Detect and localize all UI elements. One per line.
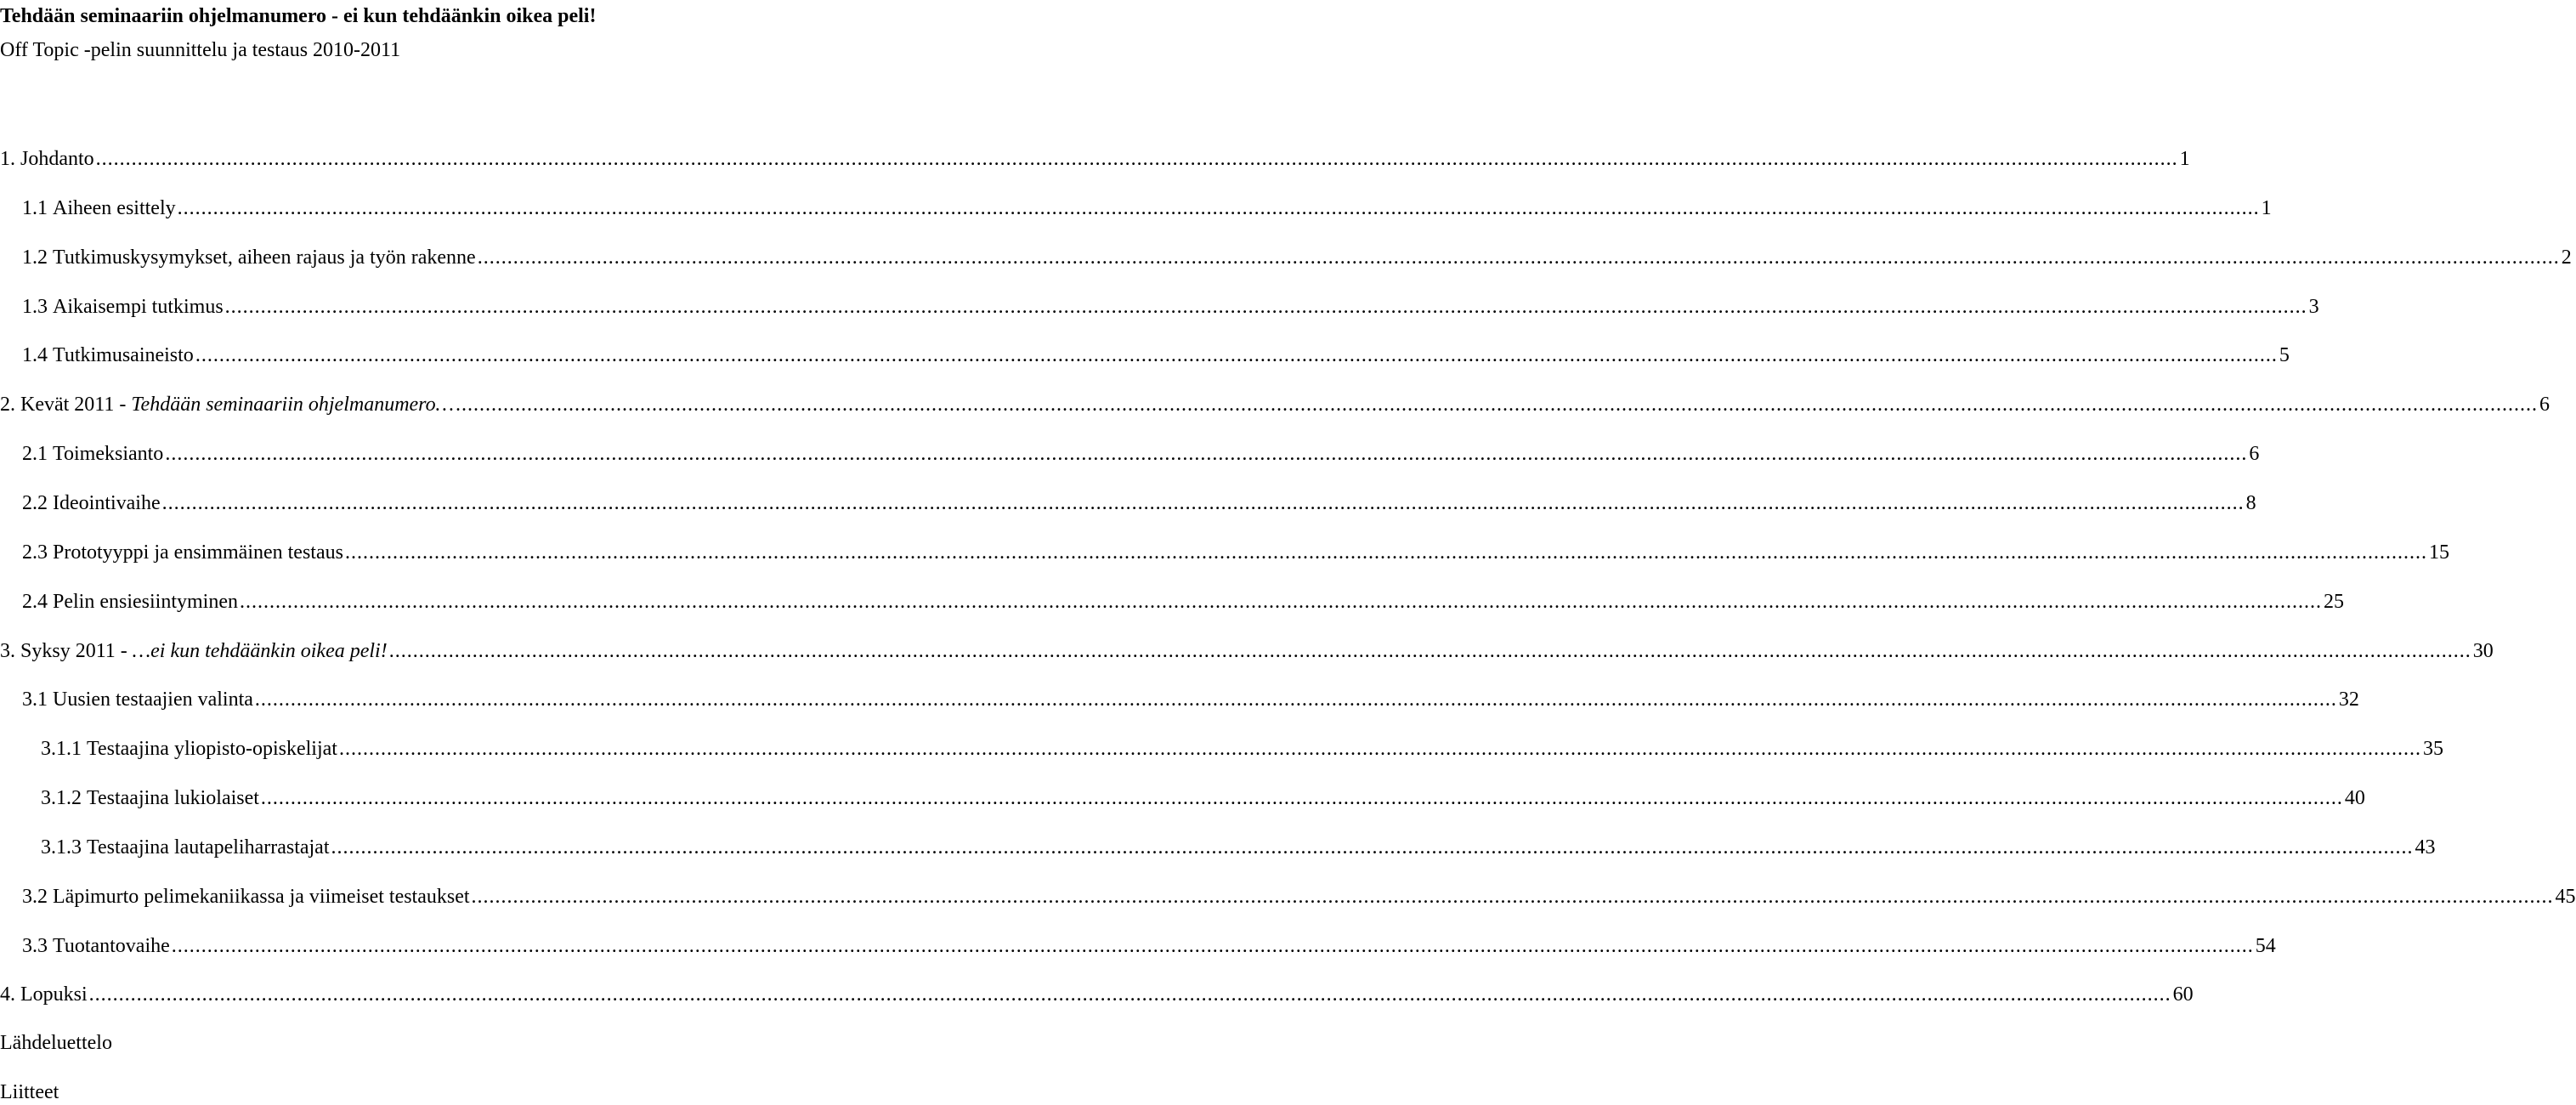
toc-entry-title: Tutkimusaineisto	[53, 344, 194, 366]
toc-entry-number: 1.3	[22, 296, 48, 318]
toc-page-number: 2	[2561, 246, 2572, 269]
toc-page-number: 5	[2279, 344, 2290, 366]
toc-entry[interactable]	[22, 933, 2276, 959]
toc-entry-number: 1.4	[22, 344, 48, 366]
toc-entry-number: 3.1.3	[41, 836, 82, 858]
toc-entry-title: Aikaisempi tutkimus	[53, 296, 224, 318]
toc-entry-title: Testaajina yliopisto-opiskelijat	[87, 738, 337, 760]
toc-entry[interactable]	[22, 884, 2576, 910]
toc-entry[interactable]	[22, 196, 2272, 221]
toc-page-number: 15	[2428, 541, 2449, 564]
toc-entry[interactable]	[0, 392, 2550, 417]
toc-entry-number: 2.4	[22, 591, 48, 613]
toc-entry-number: 2.1	[22, 443, 48, 465]
toc-entry[interactable]	[41, 785, 2365, 811]
toc-entry-title: Tutkimuskysymykset, aiheen rajaus ja työn rakenne	[53, 246, 476, 269]
toc-leader-dots	[339, 736, 2421, 762]
toc-entry-number: 3.	[0, 640, 15, 662]
toc-page-number: 54	[2255, 935, 2276, 957]
toc-page-number: 1	[2261, 197, 2272, 219]
toc-entry[interactable]	[22, 343, 2290, 368]
toc-entry-number: 1.	[0, 148, 15, 170]
toc-entry[interactable]	[22, 294, 2319, 320]
toc-entry[interactable]	[0, 982, 2194, 1007]
toc-entry-number: 3.1	[22, 688, 48, 711]
toc-entry-title: Ideointivaihe	[53, 492, 161, 514]
toc-leader-dots	[478, 245, 2560, 270]
toc-entry-title: Läpimurto pelimekaniikassa ja viimeiset testaukset	[53, 886, 470, 908]
toc-leader-dots	[225, 294, 2307, 320]
toc-entry-title: Toimeksianto	[53, 443, 164, 465]
toc-entry-title: Prototyyppi ja ensimmäinen testaus	[53, 541, 343, 564]
toc-entry-title: Aiheen esittely	[53, 197, 176, 219]
toc-page-number: 6	[2249, 443, 2260, 465]
toc-entry-title: Pelin ensiesiintyminen	[53, 591, 238, 613]
toc-entry-italic-title: …ei kun tehdäänkin oikea peli!	[132, 640, 388, 662]
toc-entry-references[interactable]: Lähdeluettelo	[0, 1032, 112, 1054]
toc-leader-dots	[456, 392, 2538, 417]
toc-page-number: 60	[2172, 983, 2194, 1006]
toc-leader-dots	[178, 196, 2260, 221]
toc-leader-dots	[255, 687, 2337, 712]
toc-page-number: 30	[2472, 640, 2494, 662]
toc-page-number: 45	[2555, 886, 2576, 908]
toc-page-number: 40	[2344, 787, 2365, 809]
toc-entry-title: Johdanto	[20, 148, 94, 170]
toc-leader-dots	[240, 589, 2322, 615]
toc-entry-title: Testaajina lukiolaiset	[87, 787, 259, 809]
toc-entry-title: Tuotantovaihe	[53, 935, 170, 957]
toc-entry[interactable]	[22, 589, 2344, 615]
toc-entry[interactable]	[41, 835, 2436, 860]
toc-entry-number: 3.1.1	[41, 738, 82, 760]
toc-leader-dots	[195, 343, 2278, 368]
toc-leader-dots	[389, 638, 2471, 664]
toc-page-number: 6	[2539, 394, 2550, 416]
page-title: Tehdään seminaariin ohjelmanumero - ei kun tehdäänkin oikea peli!	[0, 5, 597, 27]
toc-entry-number: 1.2	[22, 246, 48, 269]
toc-entry-title: Kevät 2011 -	[20, 394, 132, 416]
toc-entry-italic-title: Tehdään seminaariin ohjelmanumero…	[131, 394, 454, 416]
toc-page-number: 43	[2415, 836, 2436, 858]
toc-entry-number: 2.	[0, 394, 15, 416]
toc-entry[interactable]	[22, 540, 2449, 565]
toc-leader-dots	[162, 490, 2245, 516]
toc-entry-appendices[interactable]: Liitteet	[0, 1081, 59, 1103]
toc-leader-dots	[261, 785, 2343, 811]
toc-entry-number: 3.1.2	[41, 787, 82, 809]
toc-leader-dots	[172, 933, 2254, 959]
toc-entry-number: 3.3	[22, 935, 48, 957]
toc-entry-title: Testaajina lautapeliharrastajat	[87, 836, 330, 858]
toc-leader-dots	[96, 146, 2178, 172]
toc-leader-dots	[472, 884, 2554, 910]
toc-entry-number: 2.2	[22, 492, 48, 514]
toc-page-number: 32	[2338, 688, 2359, 711]
toc-leader-dots	[345, 540, 2427, 565]
toc-entry-title: Lopuksi	[20, 983, 88, 1006]
toc-entry-number: 3.2	[22, 886, 48, 908]
toc-leader-dots	[331, 835, 2414, 860]
toc-entry[interactable]	[22, 441, 2260, 467]
toc-entry-number: 1.1	[22, 197, 48, 219]
toc-page-number: 35	[2422, 738, 2443, 760]
toc-entry[interactable]	[41, 736, 2443, 762]
toc-page-number: 1	[2179, 148, 2190, 170]
toc-entry[interactable]	[0, 146, 2190, 172]
toc-entry[interactable]	[22, 245, 2572, 270]
toc-page-number: 25	[2323, 591, 2344, 613]
page-subtitle: Off Topic -pelin suunnittelu ja testaus 2010-2011	[0, 39, 401, 61]
toc-entry-number: 2.3	[22, 541, 48, 564]
toc-entry-title: Uusien testaajien valinta	[53, 688, 253, 711]
toc-entry-number: 4.	[0, 983, 15, 1006]
toc-page-number: 8	[2245, 492, 2256, 514]
toc-entry-title: Syksy 2011 -	[20, 640, 133, 662]
toc-entry[interactable]	[0, 638, 2494, 664]
toc-leader-dots	[165, 441, 2247, 467]
toc-entry[interactable]	[22, 490, 2256, 516]
toc-page-number: 3	[2308, 296, 2319, 318]
toc-leader-dots	[89, 982, 2171, 1007]
toc-entry[interactable]	[22, 687, 2359, 712]
